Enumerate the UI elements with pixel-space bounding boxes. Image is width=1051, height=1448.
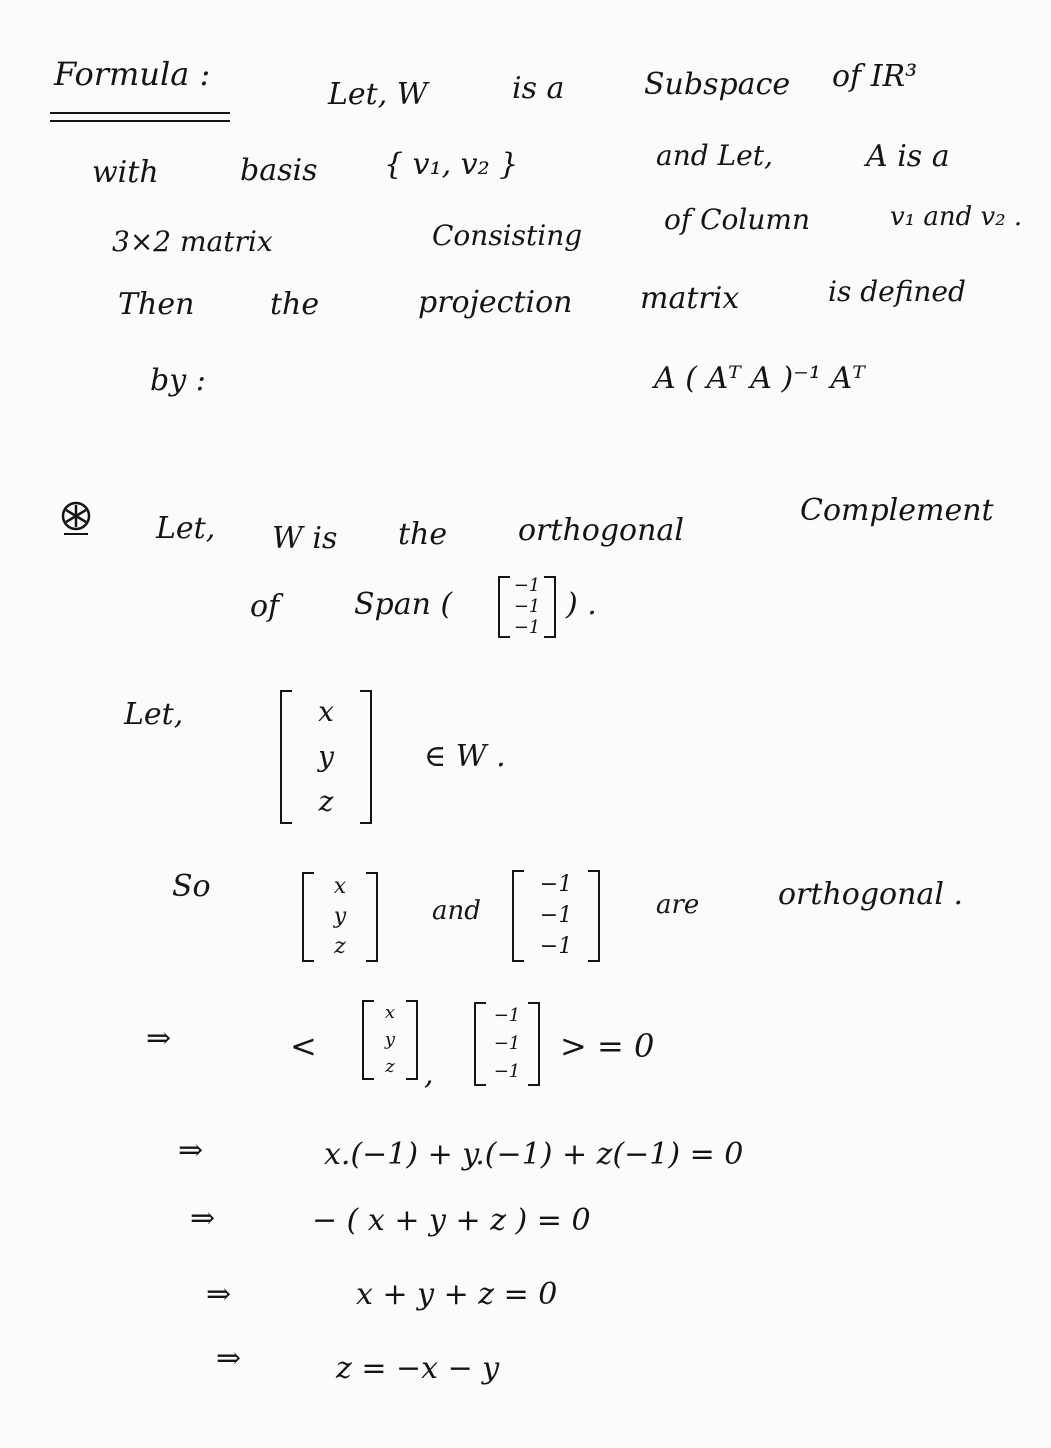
step-2-arrow: ⇒	[190, 1201, 216, 1236]
inner-open: <	[290, 1027, 317, 1065]
arrow-implies: ⇒	[146, 1021, 172, 1056]
so-xyz-entry: x	[333, 874, 347, 899]
xyz-entry: x	[318, 695, 334, 729]
step-2-expr: − ( x + y + z ) = 0	[312, 1203, 591, 1238]
projection-formula: A ( Aᵀ A )⁻¹ Aᵀ	[654, 361, 865, 396]
inner-minus-one-entry: −1	[493, 1033, 521, 1054]
inner-xyz-entry: y	[384, 1028, 396, 1050]
text-let-3: Let,	[124, 697, 184, 732]
title-underline	[50, 112, 230, 114]
title-underline-2	[50, 120, 230, 122]
formula-label: Formula :	[54, 55, 211, 93]
text-orthogonal: orthogonal	[518, 513, 684, 548]
so-xyz-vector	[302, 872, 378, 962]
so-xyz-entry: y	[333, 904, 347, 929]
xyz-entry: y	[318, 739, 334, 773]
step-4-expr: z = −x − y	[336, 1351, 500, 1386]
span-vector	[498, 576, 556, 638]
text-the: the	[270, 287, 320, 322]
text-v1-and-v2: v₁ and v₂ .	[890, 202, 1023, 232]
span-vector-entry: −1	[513, 575, 541, 597]
text-let-w: Let, W	[328, 77, 428, 112]
inner-minus-one-entry: −1	[493, 1005, 521, 1026]
text-is-defined: is defined	[828, 275, 966, 308]
inner-close: > = 0	[560, 1027, 655, 1065]
text-matrix: matrix	[640, 281, 740, 316]
so-minus-one-entry: −1	[539, 933, 573, 959]
text-span: Span (	[354, 587, 453, 622]
xyz-entry: z	[318, 784, 334, 818]
xyz-vector	[280, 690, 372, 824]
text-so: So	[172, 869, 211, 904]
text-complement: Complement	[800, 493, 994, 528]
text-let-2: Let,	[156, 511, 216, 546]
text-of-column: of Column	[664, 203, 810, 236]
text-consisting: Consisting	[432, 219, 583, 252]
text-in-w: ∈ W .	[424, 739, 506, 774]
step-3-expr: x + y + z = 0	[356, 1277, 558, 1312]
inner-minus-one-entry: −1	[493, 1061, 521, 1082]
text-subspace: Subspace	[644, 67, 791, 102]
so-minus-one-entry: −1	[539, 902, 573, 928]
step-4-arrow: ⇒	[216, 1341, 242, 1376]
step-1-arrow: ⇒	[178, 1133, 204, 1168]
inner-minus-one-vector	[474, 1002, 540, 1086]
text-and: and	[432, 896, 481, 926]
text-then: Then	[118, 287, 195, 322]
text-with: with	[92, 155, 159, 190]
text-basis-set: { v₁, v₂ }	[384, 147, 519, 182]
text-is-a: is a	[512, 71, 565, 106]
step-3-arrow: ⇒	[206, 1277, 232, 1312]
span-vector-entry: −1	[513, 616, 541, 638]
text-by: by :	[150, 363, 206, 398]
inner-xyz-entry: x	[384, 1002, 396, 1024]
text-3x2-matrix: 3×2 matrix	[112, 225, 273, 258]
so-xyz-entry: z	[334, 934, 346, 959]
text-the-2: the	[398, 517, 448, 552]
text-orthogonal-2: orthogonal .	[778, 877, 963, 912]
text-of: of	[250, 589, 280, 624]
asterisk-circle-icon	[56, 498, 96, 538]
so-minus-one-vector	[512, 870, 600, 962]
text-are: are	[656, 890, 700, 920]
step-1-expr: x.(−1) + y.(−1) + z(−1) = 0	[324, 1137, 744, 1172]
text-a-is-a: A is a	[866, 139, 950, 174]
text-of-r3: of IR³	[832, 59, 918, 94]
text-w-is: W is	[272, 521, 338, 556]
span-vector-entry: −1	[513, 595, 541, 617]
so-minus-one-entry: −1	[539, 872, 573, 898]
text-span-close: ) .	[566, 587, 597, 622]
inner-xyz-vector	[362, 1000, 418, 1080]
inner-comma: ,	[424, 1057, 434, 1092]
text-projection: projection	[418, 285, 573, 320]
text-and-let: and Let,	[656, 139, 773, 172]
inner-xyz-entry: z	[385, 1055, 395, 1077]
text-basis: basis	[240, 153, 318, 188]
